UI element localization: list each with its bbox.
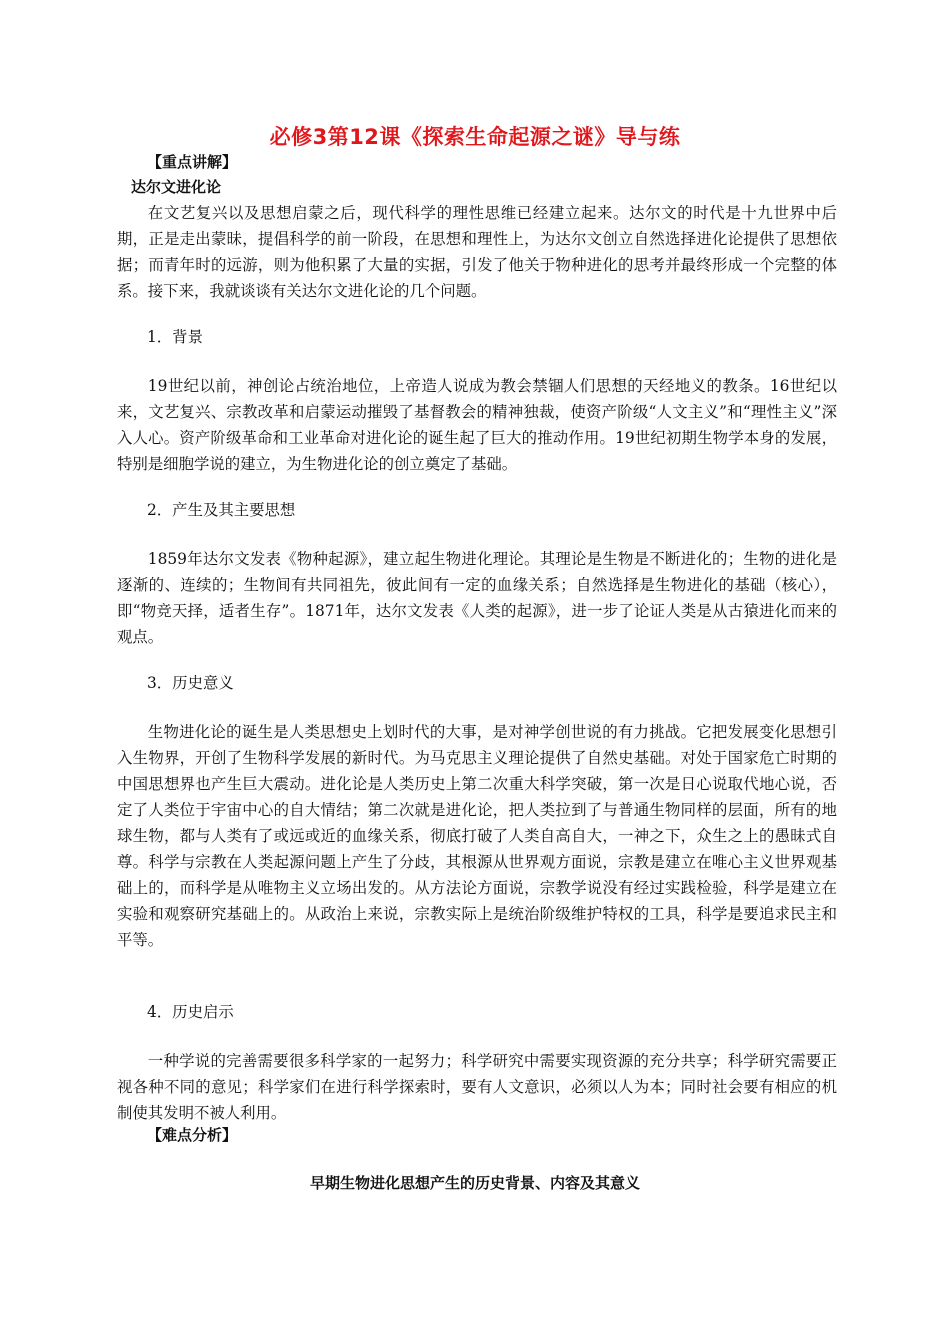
section-body-significance: 生物进化论的诞生是人类思想史上划时代的大事，是对神学创世说的有力挑战。它把发展变化思想引入生物界，开创了生物科学发展的新时代。为马克思主义理论提供了自然史基础。对处于国家危亡时期的中国思想界也产生巨大震动。进化论是人类历史上第二次重大科学突破，第一次是日心说取代地心说，否定了人类位于宇宙中心的自大情结；第二次就是进化论，把人类拉到了与普通生物同样的层面，所有的地球生物，都与人类有了或远或近的血缘关系，彻底打破了人类自高自大，一神之下，众生之上的愚昧式自尊。科学与宗教在人类起源问题上产生了分歧，其根源从世界观方面说，宗教是建立在唯心主义世界观基础上的，而科学是从唯物主义立场出发的。从方法论方面说，宗教学说没有经过实践检验，科学是建立在实验和观察研究基础上的。从政治上来说，宗教实际上是统治阶级维护特权的工具，科学是要追求民主和平等。 — [117, 723, 837, 949]
section-heading-origin: 2．产生及其主要思想 — [147, 501, 296, 519]
intro-paragraph: 在文艺复兴以及思想启蒙之后，现代科学的理性思维已经建立起来。达尔文的时代是十九世界中后期，正是走出蒙昧，提倡科学的前一阶段，在思想和理性上，为达尔文创立自然选择进化论提供了思想依据；而青年时的远游，则为他积累了大量的实据，引发了他关于物种进化的思考并最终形成一个完整的体系。接下来，我就谈谈有关达尔文进化论的几个问题。 — [117, 204, 837, 300]
section-body-lessons: 一种学说的完善需要很多科学家的一起努力；科学研究中需要实现资源的充分共享；科学研究需要正视各种不同的意见；科学家们在进行科学探索时，要有人文意识，必须以人为本；同时社会要有相应的机制使其发明不被人利用。 — [117, 1052, 837, 1122]
difficulty-label: 【难点分析】 — [147, 1126, 238, 1144]
section-body-background: 19世纪以前，神创论占统治地位，上帝造人说成为教会禁锢人们思想的天经地义的教条。16世纪以来，文艺复兴、宗教改革和启蒙运动摧毁了基督教会的精神独裁，使资产阶级“人文主义”和“理性主义”深入人心。资产阶级革命和工业革命对进化论的诞生起了巨大的推动作用。19世纪初期生物学本身的发展，特别是细胞学说的建立，为生物进化论的创立奠定了基础。 — [117, 377, 837, 473]
section-heading-lessons: 4．历史启示 — [147, 1003, 234, 1021]
topic-heading: 达尔文进化论 — [131, 178, 222, 196]
key-points-label: 【重点讲解】 — [147, 153, 238, 171]
page-title: 必修3第12课《探索生命起源之谜》导与练 — [269, 125, 681, 149]
section-body-origin: 1859年达尔文发表《物种起源》，建立起生物进化理论。其理论是生物是不断进化的；生物的进化是逐渐的、连续的；生物间有共同祖先，彼此间有一定的血缘关系；自然选择是生物进化的基础（核心），即“物竞天择，适者生存”。1871年，达尔文发表《人类的起源》，进一步了论证人类是从古猿进化而来的观点。 — [117, 550, 837, 646]
difficulty-heading: 早期生物进化思想产生的历史背景、内容及其意义 — [309, 1174, 640, 1192]
section-heading-significance: 3．历史意义 — [147, 674, 234, 692]
section-heading-background: 1．背景 — [147, 328, 203, 346]
